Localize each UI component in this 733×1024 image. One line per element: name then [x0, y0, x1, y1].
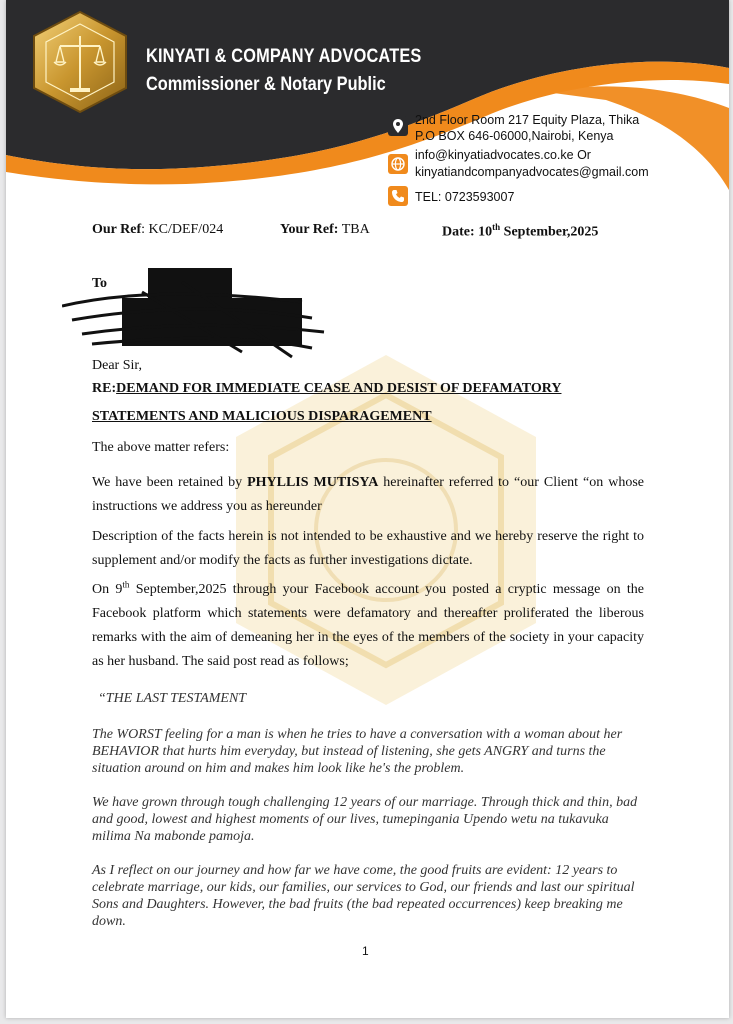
subject-line-2: STATEMENTS AND MALICIOUS DISPARAGEMENT [92, 409, 432, 424]
paragraph-matter-refers: The above matter refers: [92, 440, 230, 455]
subject-line-1: RE:DEMAND FOR IMMEDIATE CEASE AND DESIST OF DEFAMATORY [92, 381, 562, 396]
firm-subtitle: Commissioner & Notary Public [146, 74, 386, 95]
location-pin-icon [388, 116, 408, 136]
paragraph-retained: We have been retained by PHYLLIS MUTISYA hereinafter referred to “our Client “on whose instructions we address you as hereunder [92, 475, 644, 514]
redaction-scribble [62, 262, 332, 362]
our-ref: Our Ref: KC/DEF/024 [92, 222, 224, 237]
telephone: TEL: 0723593007 [415, 190, 515, 204]
phone-icon [388, 186, 408, 206]
email-line-1: info@kinyatiadvocates.co.ke Or [415, 148, 591, 162]
quote-paragraph-1: The WORST feeling for a man is when he tries to have a conversation with a woman about her BEHAVIOR that hurts him everyday, but instead of listening, she gets ANGRY and turns the situation around on him and makes him look like he's the problem. [92, 727, 623, 776]
letterhead-banner [6, 0, 729, 215]
to-label: To [92, 276, 108, 291]
letter-date: Date: 10th September,2025 [442, 222, 599, 240]
quote-paragraph-2: We have grown through tough challenging 12 years of our marriage. Through thick and thin, bad and good, lowest and highest moments of our lives, tumepingania Upendo wetu na tukavuka milima Na mabonde pamoja. [92, 795, 638, 844]
your-ref: Your Ref: TBA [280, 222, 370, 237]
page-number: 1 [362, 944, 369, 958]
quote-paragraph-3: As I reflect on our journey and how far we have come, the good fruits are evident: 12 years to celebrate marriage, our kids, our families, our services to God, our friends and last our spiritual Sons and Daughters. However, the bad fruits (the bad repeated occurrences) keep breaking me down. [92, 863, 635, 929]
address-line-2: P.O BOX 646-06000,Nairobi, Kenya [415, 129, 614, 143]
salutation: Dear Sir, [92, 358, 142, 373]
paragraph-facebook-post: On 9th September,2025 through your Facebook account you posted a cryptic message on the Facebook platform which statements were defamatory and thereafter proliferated the liberous remarks with the aim of demeaning her in the eyes of the members of the society in your capacity as her husband. The said post read as follows; [92, 579, 644, 669]
paragraph-facts-reservation: Description of the facts herein is not intended to be exhaustive and we hereby reserve the right to supplement and/or modify the facts as further investigations dictate. [92, 529, 644, 568]
globe-icon [388, 154, 408, 174]
letter-page [6, 0, 729, 1018]
email-line-2: kinyatiandcompanyadvocates@gmail.com [415, 165, 649, 179]
address-line-1: 2nd Floor Room 217 Equity Plaza, Thika [415, 113, 640, 127]
quote-title: “THE LAST TESTAMENT [98, 691, 247, 706]
firm-name: KINYATI & COMPANY ADVOCATES [146, 46, 422, 67]
